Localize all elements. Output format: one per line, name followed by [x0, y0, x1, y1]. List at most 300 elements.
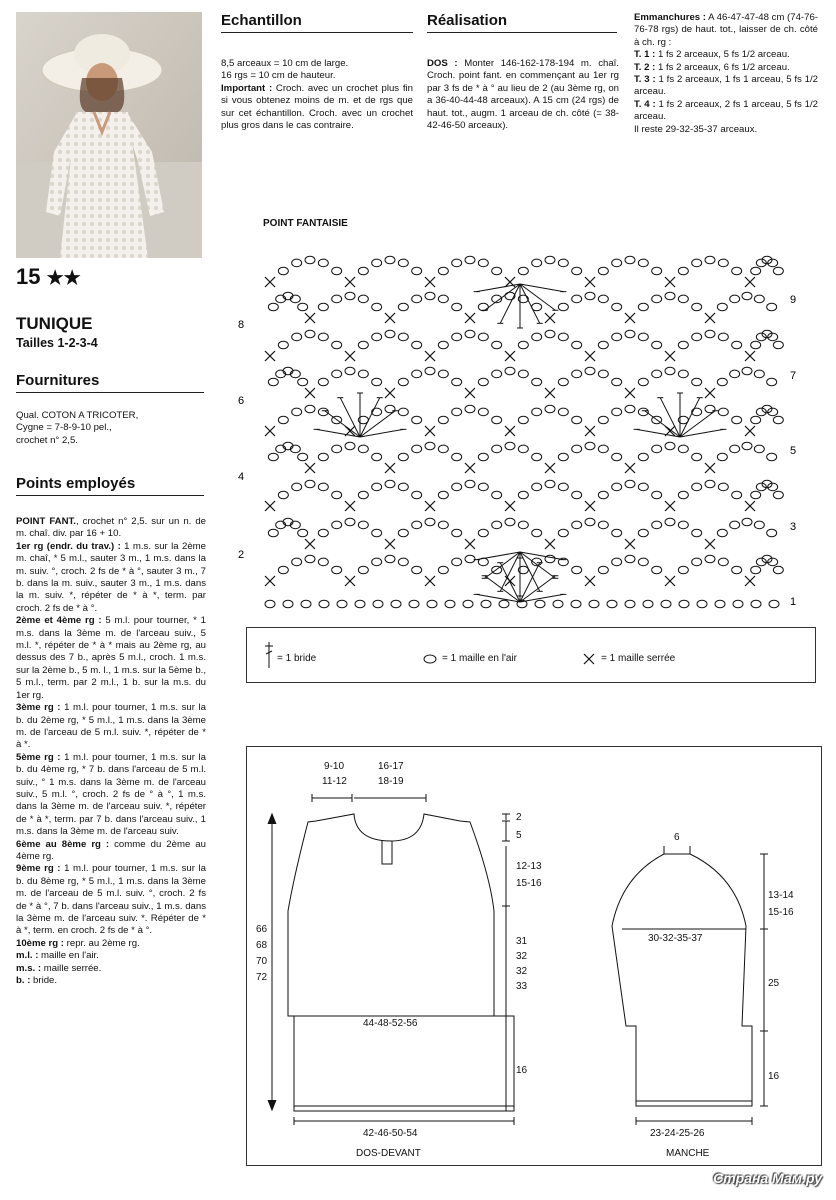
chain-stitch [679, 600, 689, 608]
chain-stitch [598, 341, 608, 349]
dim-total-3: 72 [256, 972, 268, 983]
chain-stitch [733, 600, 743, 608]
chain-stitch [678, 295, 688, 303]
chain-stitch [692, 483, 702, 491]
chain-stitch [692, 303, 702, 311]
chain-stitch [518, 267, 528, 275]
chain-stitch [373, 600, 383, 608]
chain-stitch [412, 521, 422, 529]
chain-stitch [332, 267, 342, 275]
row-number: 5 [790, 445, 797, 457]
chain-stitch [572, 445, 582, 453]
body-outline [288, 814, 514, 1111]
chain-stitch [558, 333, 568, 341]
size-label: T. 1 : [634, 49, 656, 61]
chain-stitch [499, 600, 509, 608]
chain-stitch [612, 453, 622, 461]
chain-stitch [652, 370, 662, 378]
chain-stitch [518, 445, 528, 453]
chain-stitch [652, 267, 662, 275]
chain-stitch [332, 370, 342, 378]
chain-stitch [571, 600, 581, 608]
chain-stitch [412, 295, 422, 303]
chain-stitch [678, 370, 688, 378]
chain-stitch [358, 491, 368, 499]
chain-stitch [492, 370, 502, 378]
chain-stitch [358, 566, 368, 574]
chain-stitch [558, 529, 568, 537]
chain-stitch [278, 416, 288, 424]
chain-stitch [385, 256, 395, 264]
dim-neck-a1: 9-10 [324, 761, 345, 772]
chain-stitch [319, 600, 329, 608]
chain-stitch [742, 292, 752, 300]
dim-total-2: 70 [256, 956, 268, 967]
chain-stitch [692, 408, 702, 416]
chain-stitch [625, 555, 635, 563]
chain-stitch [452, 259, 462, 267]
chain-stitch [692, 529, 702, 537]
chain-stitch [372, 558, 382, 566]
chain-stitch [518, 416, 528, 424]
bride-stitch [500, 284, 520, 323]
chain-stitch [438, 267, 448, 275]
chain-stitch [754, 445, 764, 453]
pattern-title: TUNIQUE [16, 314, 93, 333]
chain-stitch [268, 453, 278, 461]
chain-stitch [398, 333, 408, 341]
chain-stitch [268, 529, 278, 537]
chain-stitch [756, 333, 766, 341]
chain-stitch [652, 445, 662, 453]
chain-stitch [607, 600, 617, 608]
chain-stitch [398, 303, 408, 311]
chain-stitch [730, 370, 740, 378]
chain-stitch [773, 267, 783, 275]
chain-stitch [705, 330, 715, 338]
sleeve-width-top: 30-32-35-37 [648, 933, 703, 944]
chain-stitch [318, 483, 328, 491]
emmanchures-intro: A 46-47-47-48 cm (74-76-76-78 rgs) de haut. tot., laisser de ch. côté à ch. rg : [634, 12, 818, 48]
row-number: 3 [790, 521, 797, 533]
bride-symbol-icon [263, 640, 275, 670]
chain-stitch [705, 256, 715, 264]
bride-stitch [500, 552, 520, 591]
chain-stitch [465, 405, 475, 413]
points-row-text: 1 m.l. pour tourner, 1 m.s. sur la b. du 4ème rg, * 7 b. dans l'arceau de 5 m.l. suiv., ° 1 m.s. dans la 3ème m. de l'arceau suiv., 5 m.l. °, croch. 2 fs de ° à °, 1 m.s. dans la 3ème m. de l'arceau suiv. *, répéter de * à *, term. par 7 b. dans l'arceau suiv., 1 m.s. dans la 3ème m. de l'arceau suiv. [16, 751, 206, 838]
chain-stitch [769, 600, 779, 608]
chain-stitch [391, 600, 401, 608]
chain-stitch [318, 259, 328, 267]
chain-stitch [452, 558, 462, 566]
chain-stitch [332, 491, 342, 499]
chain-stitch [492, 521, 502, 529]
chain-stitch [518, 341, 528, 349]
sleeve-cap1: 13-14 [768, 890, 794, 901]
points-row-text: comme du 2ème au 4ème rg. [16, 838, 206, 862]
chain-stitch [268, 303, 278, 311]
chain-stitch [518, 521, 528, 529]
legend-bride: = 1 bride [277, 653, 317, 664]
bride-stitch [645, 411, 680, 437]
chain-stitch [465, 555, 475, 563]
chain-stitch [505, 442, 515, 450]
fournitures-line: Cygne = 7-8-9-10 pel., [16, 422, 112, 434]
dim-body-3: 33 [516, 981, 528, 992]
sleeve-caption: MANCHE [666, 1148, 710, 1159]
chain-stitch [742, 442, 752, 450]
chain-stitch [355, 600, 365, 608]
points-row-label: m.s. : [16, 962, 42, 974]
chain-stitch [751, 491, 761, 499]
chain-stitch [768, 483, 778, 491]
chain-stitch [751, 566, 761, 574]
chain-stitch [532, 529, 542, 537]
chain-stitch [638, 259, 648, 267]
chain-stitch [398, 259, 408, 267]
chain-stitch [612, 529, 622, 537]
legend-chain: = 1 maille en l'air [442, 653, 517, 664]
sleeve-top: 6 [674, 832, 680, 843]
chain-stitch [481, 600, 491, 608]
size-text: 1 fs 2 arceaux, 6 fs 1/2 arceau. [655, 61, 790, 73]
chain-stitch [412, 341, 422, 349]
points-paragraph [16, 752, 206, 839]
points-paragraph [16, 702, 206, 752]
chain-stitch [751, 341, 761, 349]
chain-stitch [652, 566, 662, 574]
chain-stitch [652, 295, 662, 303]
chain-stitch [385, 480, 395, 488]
chain-stitch [463, 600, 473, 608]
chain-stitch [718, 558, 728, 566]
chain-stitch [305, 405, 315, 413]
points-heading: Points employés [16, 475, 204, 496]
chain-stitch [452, 529, 462, 537]
points-row-text: 1 m.l. pour tourner, 1 m.s. sur la b. du 8ème rg, * 5 m.l., 1 m.s. dans la 3ème m. de l'arceau de 5 m.l. suiv. °, croch. 2 fs de * à °, 7 b. dans l'arceau suiv., 1 m.s. dans la 3ème m. de l'arceau suiv. *. Répéter de * à *, term. en croch. 2 fs de * à °. [16, 863, 206, 937]
row-number: 2 [238, 549, 245, 561]
chain-stitch [718, 408, 728, 416]
chain-stitch [762, 256, 772, 264]
size-label: T. 2 : [634, 61, 656, 73]
sc-symbol-icon [582, 652, 596, 666]
chain-stitch [505, 367, 515, 375]
chain-stitch [332, 521, 342, 529]
points-paragraph [16, 950, 206, 962]
chain-stitch [756, 408, 766, 416]
points-row-label: 5ème rg : [16, 751, 61, 763]
chain-stitch [278, 566, 288, 574]
size-text: 1 fs 2 arceaux, 5 fs 1/2 arceau. [655, 49, 790, 61]
chain-stitch [692, 333, 702, 341]
chain-stitch [598, 267, 608, 275]
points-row-text: 1 m.s. sur la 2ème m. chaî, * 5 m.l., sauter 3 m., 1 m.s. dans la m. suiv. °, croch. 2 fs de * à °, sauter 3 m., 7 b. dans la m. suiv., sauter 3 m., 1 m.s. dans la m. suiv. *, répéter de * à *, term. par croch. 2 fs de * à °. [16, 540, 206, 614]
sleeve-cap2: 15-16 [768, 907, 794, 918]
chain-stitch [768, 558, 778, 566]
chain-stitch [692, 558, 702, 566]
chain-stitch [718, 333, 728, 341]
chain-stitch [638, 303, 648, 311]
chain-stitch [452, 483, 462, 491]
chain-stitch [398, 408, 408, 416]
chain-stitch [478, 303, 488, 311]
chain-stitch [412, 445, 422, 453]
bride-stitch [520, 594, 563, 602]
bride-stitch [477, 552, 520, 560]
chain-stitch [292, 408, 302, 416]
chain-stitch [332, 295, 342, 303]
dim-neck-b2: 18-19 [378, 776, 404, 787]
row-number: 9 [790, 294, 797, 306]
pattern-number: 15 ★★ [16, 264, 81, 289]
chain-stitch [638, 333, 648, 341]
dim-width-bottom: 42-46-50-54 [363, 1128, 418, 1139]
bride-stitch [360, 398, 380, 437]
chain-stitch [318, 378, 328, 386]
chain-stitch [732, 267, 742, 275]
chain-stitch [678, 521, 688, 529]
points-row-label: 6ème au 8ème rg : [16, 838, 110, 850]
chain-stitch [332, 341, 342, 349]
dim-top1: 2 [516, 812, 522, 823]
bride-stitch [325, 411, 360, 437]
chain-stitch [732, 566, 742, 574]
emmanchures-text [634, 12, 818, 136]
chain-stitch [585, 292, 595, 300]
chain-stitch [438, 491, 448, 499]
echantillon-heading: Echantillon [221, 12, 413, 33]
chain-stitch [532, 378, 542, 386]
important-text: Croch. avec un crochet plus fin si vous obtenez moins de m. et de rgs que sur cet échantillon. Croch. avec un crochet plus gros dans le cas contraire. [221, 82, 413, 132]
chain-stitch [751, 416, 761, 424]
chain-stitch [438, 566, 448, 574]
chain-stitch [612, 303, 622, 311]
bride-stitch [520, 576, 555, 602]
size-label: T. 3 : [634, 74, 656, 86]
echantillon-line: 8,5 arceaux = 10 cm de large. [221, 58, 349, 69]
chain-stitch [661, 600, 671, 608]
chain-stitch [478, 408, 488, 416]
chain-stitch [643, 600, 653, 608]
chart-title: POINT FANTAISIE [263, 218, 348, 229]
chain-stitch [345, 367, 355, 375]
chain-stitch [751, 267, 761, 275]
sleeve-outline [612, 854, 752, 1106]
chain-stitch [425, 292, 435, 300]
chain-stitch [612, 378, 622, 386]
chain-stitch [292, 333, 302, 341]
chain-stitch [762, 555, 772, 563]
chain-stitch [478, 259, 488, 267]
chain-stitch [358, 370, 368, 378]
chain-stitch [768, 259, 778, 267]
chain-stitch [372, 259, 382, 267]
chain-stitch [278, 341, 288, 349]
chain-stitch [398, 529, 408, 537]
chain-stitch [773, 491, 783, 499]
chain-stitch [572, 295, 582, 303]
chain-stitch [465, 480, 475, 488]
chain-stitch [398, 483, 408, 491]
chain-stitch [425, 367, 435, 375]
chain-stitch [717, 529, 727, 537]
chain-stitch [767, 378, 777, 386]
chain-stitch [678, 491, 688, 499]
legend-sc: = 1 maille serrée [601, 653, 676, 664]
chain-stitch [385, 330, 395, 338]
chain-stitch [652, 491, 662, 499]
chain-stitch [345, 518, 355, 526]
chain-stitch [505, 518, 515, 526]
bride-stitch [520, 552, 555, 578]
chain-stitch [318, 333, 328, 341]
crochet-chart [230, 232, 830, 617]
chain-stitch [372, 529, 382, 537]
chain-stitch [398, 558, 408, 566]
chain-stitch [732, 341, 742, 349]
bride-stitch [680, 398, 700, 437]
dos-text: Monter 146-162-178-194 m. chaî. Croch. point fant. en commençant au 1er rg par 3 fs de * à ° au lieu de 2 (au 3ème rg, on a 36-40-44-48 arceaux). A 15 cm (24 rgs) de haut. tot., augm. 1 arceau de ch. côté (= 38-42-46-50 arceaux). [427, 58, 619, 132]
chain-stitch [742, 518, 752, 526]
chain-stitch [372, 333, 382, 341]
pattern-sizes: Tailles 1-2-3-4 [16, 336, 98, 350]
dim-total-1: 68 [256, 940, 268, 951]
chain-stitch [385, 555, 395, 563]
bride-stitch [485, 576, 520, 602]
chain-stitch [705, 555, 715, 563]
chain-stitch [756, 558, 766, 566]
chain-stitch [553, 600, 563, 608]
chain-stitch [692, 453, 702, 461]
chain-stitch [718, 483, 728, 491]
points-row-label: 9ème rg : [16, 863, 61, 875]
bride-stitch [520, 552, 563, 560]
size-text: 1 fs 2 arceaux, 2 fs 1 arceau, 5 fs 1/2 arceau. [634, 98, 818, 123]
chain-stitch [478, 453, 488, 461]
chain-stitch [409, 600, 419, 608]
row-number: 7 [790, 370, 797, 382]
chain-stitch [730, 521, 740, 529]
chain-stitch [598, 295, 608, 303]
chain-symbol-icon [422, 653, 438, 665]
chain-stitch [558, 378, 568, 386]
chain-stitch [318, 453, 328, 461]
chain-stitch [492, 445, 502, 453]
chain-stitch [372, 378, 382, 386]
emmanchures-label: Emmanchures : [634, 12, 706, 23]
points-paragraph [16, 839, 206, 864]
chain-stitch [715, 600, 725, 608]
chain-stitch [756, 259, 766, 267]
chain-stitch [762, 480, 772, 488]
chain-stitch [358, 445, 368, 453]
points-row-text: 1 m.l. pour tourner, 1 m.s. sur la b. du 2ème rg, * 5 m.l., 1 m.s. dans la 3ème m. de l'arceau de 5 m.l. suiv. *, répéter de * à *. [16, 702, 206, 751]
chain-stitch [638, 453, 648, 461]
sleeve-width-bottom: 23-24-25-26 [650, 1128, 705, 1139]
chain-stitch [585, 518, 595, 526]
chain-stitch [318, 558, 328, 566]
chain-stitch [598, 521, 608, 529]
dim-body-0: 31 [516, 936, 528, 947]
chain-stitch [572, 267, 582, 275]
chain-stitch [318, 529, 328, 537]
chain-stitch [372, 453, 382, 461]
chain-stitch [754, 370, 764, 378]
chain-stitch [438, 370, 448, 378]
chain-stitch [625, 405, 635, 413]
chain-stitch [398, 453, 408, 461]
chain-stitch [438, 416, 448, 424]
dim-arm1: 12-13 [516, 861, 542, 872]
chain-stitch [718, 259, 728, 267]
dim-neck-b1: 16-17 [378, 761, 404, 772]
chain-stitch [452, 303, 462, 311]
chain-stitch [305, 555, 315, 563]
chain-stitch [438, 295, 448, 303]
chain-stitch [572, 566, 582, 574]
chain-stitch [773, 341, 783, 349]
chain-stitch [585, 442, 595, 450]
chain-stitch [612, 333, 622, 341]
chain-stitch [678, 445, 688, 453]
chain-stitch [612, 558, 622, 566]
points-row-label: 3ème rg : [16, 702, 61, 714]
points-paragraph [16, 975, 206, 987]
chain-stitch [598, 370, 608, 378]
chain-stitch [625, 600, 635, 608]
chain-stitch [305, 330, 315, 338]
chain-stitch [268, 378, 278, 386]
points-row-text: repr. au 2ème rg. [64, 937, 140, 949]
chain-stitch [305, 256, 315, 264]
realisation-heading: Réalisation [427, 12, 617, 33]
chain-stitch [665, 518, 675, 526]
chain-stitch [427, 600, 437, 608]
points-paragraph [16, 541, 206, 615]
chain-stitch [773, 566, 783, 574]
chain-stitch [678, 341, 688, 349]
emmanchures-rest: Il reste 29-32-35-37 arceaux. [634, 123, 758, 135]
chain-stitch [732, 416, 742, 424]
chain-stitch [358, 341, 368, 349]
chain-stitch [492, 416, 502, 424]
chain-stitch [717, 453, 727, 461]
points-row-text: 5 m.l. pour tourner, * 1 m.s. dans la 3ème m. de l'arceau suiv., 5 m.l. *, répéter de * à * mais au 2ème rg, au dessus des 7 b., après 5 m.l., croch. 1 m.s. sur la 2ème b., 5 m. l., 1 m.s. sur la 5ème b., 5 m.l., term. par 2 m.l., 1 b. sur la m.s. du 1er rg. [16, 615, 206, 701]
echantillon-text [221, 58, 413, 132]
row-number: 8 [238, 319, 245, 331]
chain-stitch [492, 341, 502, 349]
chain-stitch [767, 453, 777, 461]
chain-stitch [283, 600, 293, 608]
sleeve-mid: 25 [768, 978, 780, 989]
chain-stitch [558, 453, 568, 461]
size-label: T. 4 : [634, 98, 656, 110]
chain-stitch [358, 521, 368, 529]
chain-stitch [598, 566, 608, 574]
dim-bottom: 16 [516, 1065, 528, 1076]
chain-stitch [332, 566, 342, 574]
dim-body-1: 32 [516, 951, 528, 962]
chain-stitch [358, 295, 368, 303]
points-row-label: POINT FANT. [16, 516, 76, 527]
dim-body-2: 32 [516, 966, 528, 977]
watermark: Страна Мам.ру [713, 1170, 822, 1186]
chain-stitch [438, 445, 448, 453]
chain-stitch [732, 491, 742, 499]
chain-stitch [465, 330, 475, 338]
chain-stitch [532, 483, 542, 491]
fournitures-text [16, 410, 204, 447]
